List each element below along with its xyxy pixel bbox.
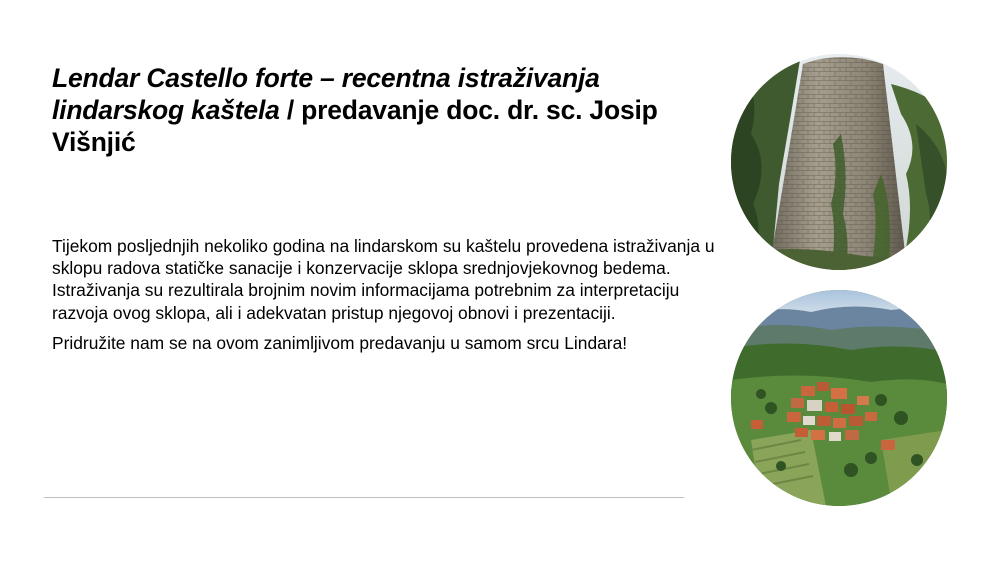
stone-tower-photo (731, 54, 947, 270)
event-title-rest: / predavanje doc. dr. sc. Josip Višnjić (52, 95, 658, 157)
divider (44, 497, 684, 498)
aerial-village-photo (731, 290, 947, 506)
event-title (52, 62, 702, 158)
description-paragraph: Tijekom posljednjih nekoliko godina na lindarskom su kaštelu provedena istraživanja u sklopu radova statičke sanacije i konzervacije sklopa srednjovjekovnog bedema. Istraživanja su rezultirala brojnim novim informacijama potrebnim za interpretaciju razvoja ovog sklopa, ali i adekvatan pristup njegovoj obnovi i prezentaciji. (52, 236, 715, 323)
invitation-paragraph: Pridružite nam se na ovom zanimljivom predavanju u samom srcu Lindara! (52, 332, 628, 353)
event-description (52, 235, 717, 362)
event-title-italic: Lendar Castello forte – recentna istraživanja lindarskog kaštela (52, 63, 600, 125)
